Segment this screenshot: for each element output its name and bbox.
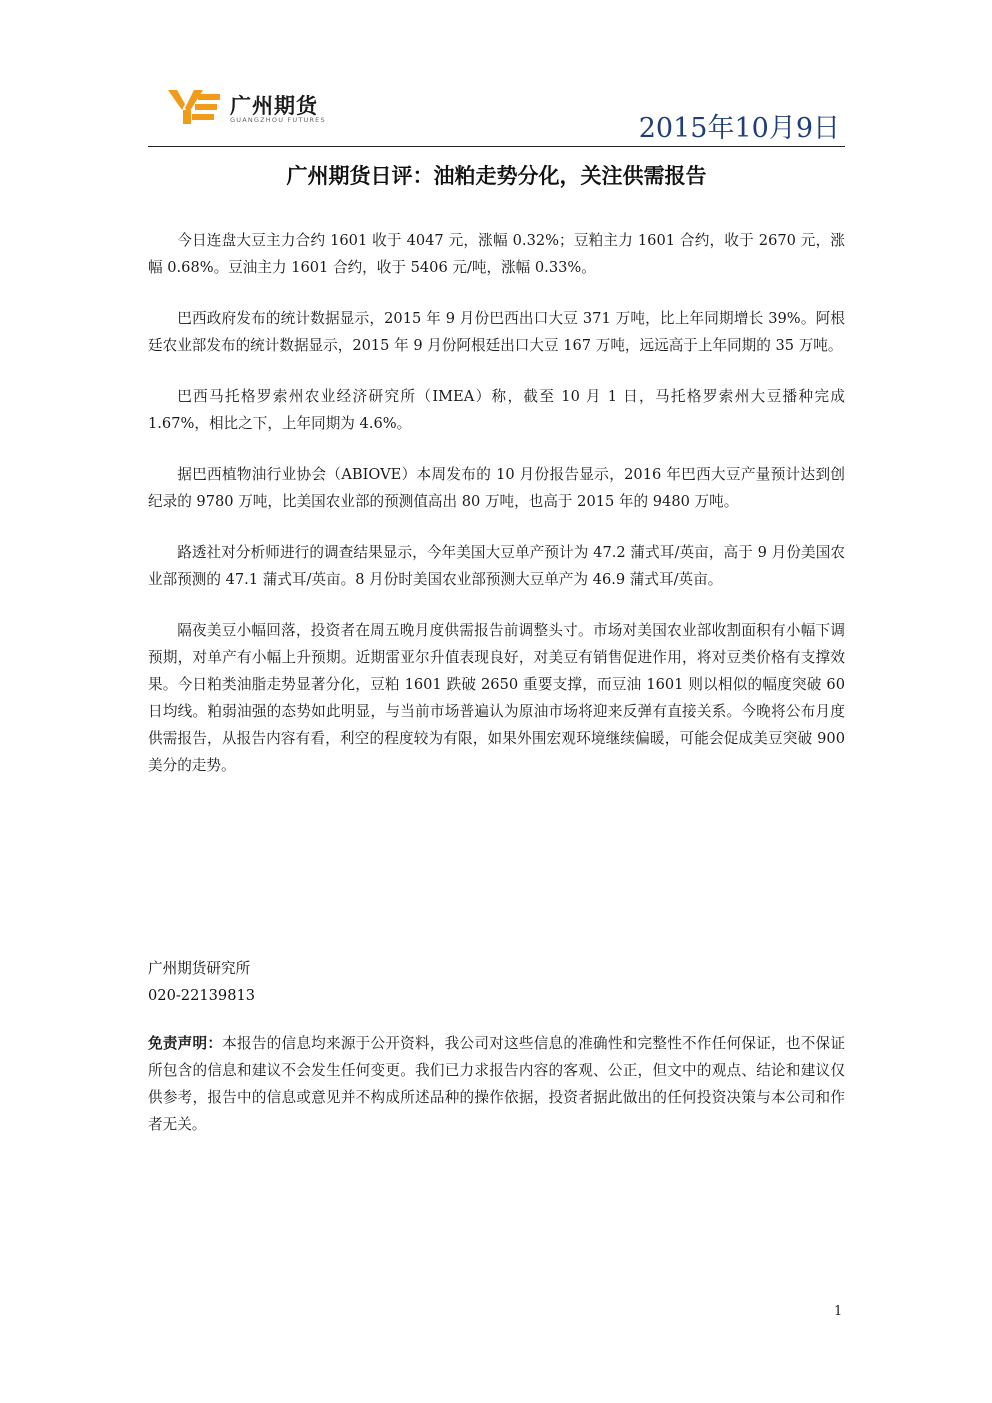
report-title: 广州期货日评：油粕走势分化，关注供需报告 (286, 164, 707, 188)
signature-phone: 020-22139813 (148, 987, 256, 1004)
logo-chinese-name: 广州期货 (230, 94, 318, 118)
paragraph-market-outlook: 隔夜美豆小幅回落，投资者在周五晚月度供需报告前调整头寸。市场对美国农业部收割面积有小幅下调预期，对单产有小幅上升预期。近期雷亚尔升值表现良好，对美豆有销售促进作用，将对豆类价格有支撑效果。今日粕类油脂走势显著分化，豆粕 1601 跌破 2650 重要支撑，而豆油 1601 则以相似的幅度突破 60 日均线。粕弱油强的态势如此明显，与当前市场普遍认为原油市场将迎来反弹有直接关系。今晚将公布月度供需报告，从报告内容有看，利空的程度较为有限，如果外围宏观环境继续偏暖，可能会促成美豆突破 900 美分的走势。 (148, 622, 845, 774)
disclaimer (148, 1030, 845, 1138)
signature-org: 广州期货研究所 (148, 960, 251, 977)
paragraph-imea-planting: 巴西马托格罗索州农业经济研究所（IMEA）称，截至 10 月 1 日，马托格罗索州大豆播种完成 1.67%，相比之下，上年同期为 4.6%。 (148, 388, 845, 432)
paragraph-reuters-survey: 路透社对分析师进行的调查结果显示，今年美国大豆单产预计为 47.2 蒲式耳/英亩，高于 9 月份美国农业部预测的 47.1 蒲式耳/英亩。8 月份时美国农业部预测大豆单产为 46.9 蒲式耳/英亩。 (148, 544, 845, 588)
disclaimer-text: 本报告的信息均来源于公开资料，我公司对这些信息的准确性和完整性不作任何保证，也不保证所包含的信息和建议不会发生任何变更。我们已力求报告内容的客观、公正，但文中的观点、结论和建议仅供参考，报告中的信息或意见并不构成所述品种的操作依据，投资者据此做出的任何投资决策与本公司和作者无关。 (148, 1035, 845, 1133)
disclaimer-label: 免责声明： (148, 1035, 223, 1052)
signature-block (148, 955, 845, 1009)
page-number: 1 (834, 1304, 843, 1319)
company-logo (168, 88, 358, 132)
paragraph-abiove-forecast: 据巴西植物油行业协会（ABIOVE）本周发布的 10 月份报告显示，2016 年巴西大豆产量预计达到创纪录的 9780 万吨，比美国农业部的预测值高出 80 万吨，也高于 2015 年的 9480 万吨。 (148, 466, 845, 510)
report-date: 2015年10月9日 (638, 113, 840, 144)
paragraph-export-data: 巴西政府发布的统计数据显示，2015 年 9 月份巴西出口大豆 371 万吨，比上年同期增长 39%。阿根廷农业部发布的统计数据显示，2015 年 9 月份阿根廷出口大豆 167 万吨，远远高于上年同期的 35 万吨。 (148, 310, 845, 354)
logo-mark-icon (168, 88, 222, 126)
paragraph-market-close: 今日连盘大豆主力合约 1601 收于 4047 元，涨幅 0.32%；豆粕主力 1601 合约，收于 2670 元，涨幅 0.68%。豆油主力 1601 合约，收于 5406 元/吨，涨幅 0.33%。 (148, 232, 845, 276)
header-divider (148, 146, 845, 147)
logo-english-name: GUANGZHOU FUTURES (230, 116, 326, 124)
report-body (148, 227, 845, 803)
